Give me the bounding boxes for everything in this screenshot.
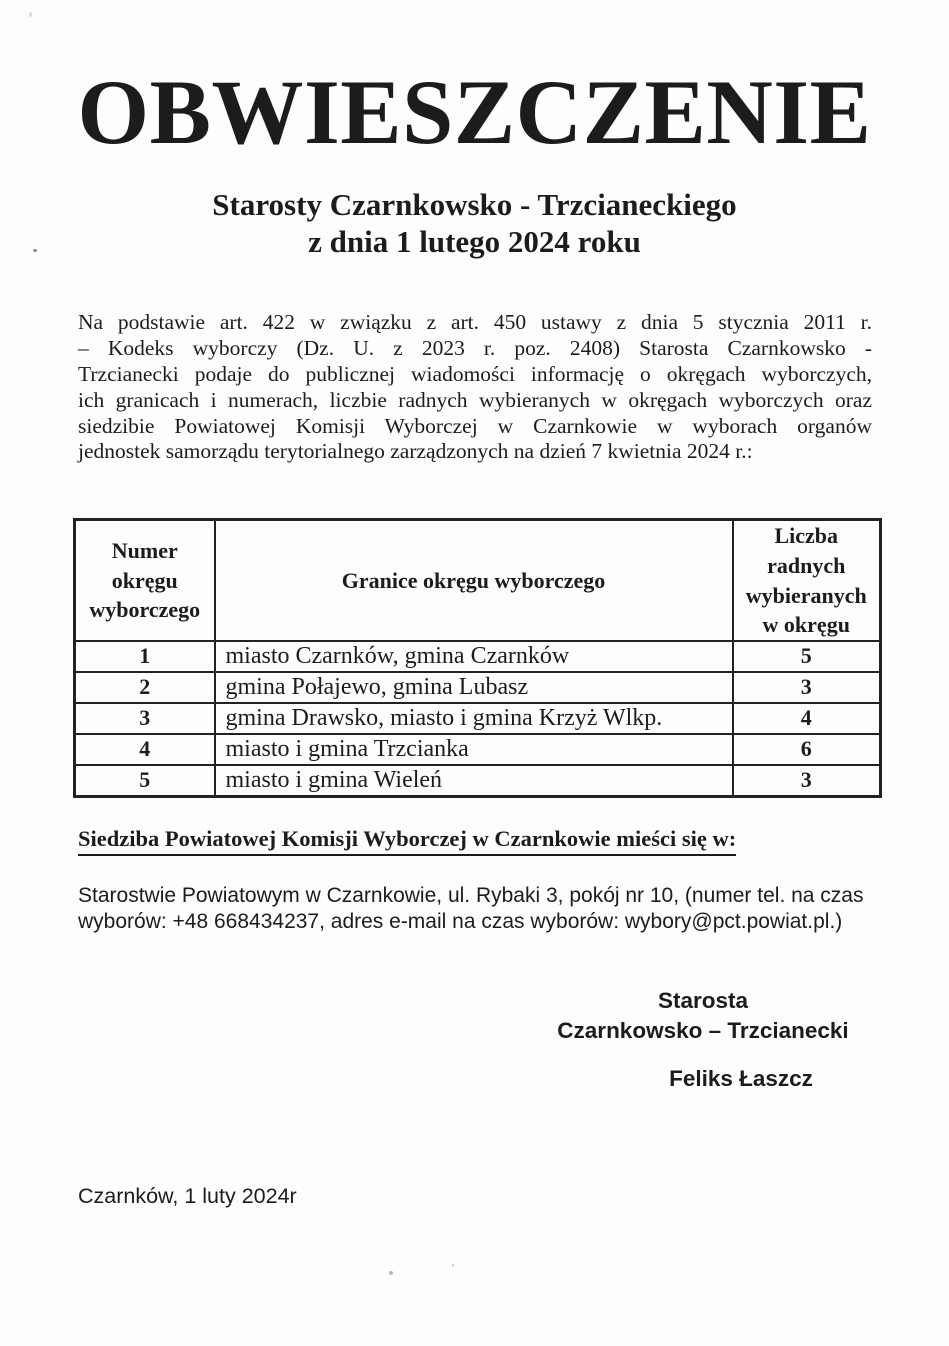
scan-speck — [29, 12, 32, 17]
page-subtitle — [0, 186, 949, 260]
district-boundaries-cell: miasto i gmina Trzcianka — [215, 734, 733, 765]
header-district-boundaries: Granice okręgu wyborczego — [215, 520, 733, 641]
signature-name: Feliks Łaszcz — [669, 1065, 813, 1091]
signature-role-line-2: Czarnkowsko – Trzcianecki — [557, 1017, 849, 1043]
table-row — [75, 641, 881, 672]
seat-details — [78, 883, 879, 936]
councillors-count-cell: 3 — [733, 672, 881, 703]
table-header-row — [75, 520, 881, 641]
seat-details-line: Starostwie Powiatowym w Czarnkowie, ul. Rybaki 3, pokój nr 10, (numer tel. na czas — [78, 883, 864, 907]
table-row — [75, 672, 881, 703]
header-councillors-count: Liczba radnych wybieranych w okręgu — [733, 520, 881, 641]
district-boundaries-cell: miasto Czarnków, gmina Czarnków — [215, 641, 733, 672]
table-row — [75, 703, 881, 734]
district-boundaries-cell: gmina Drawsko, miasto i gmina Krzyż Wlkp. — [215, 703, 733, 734]
councillors-count-cell: 4 — [733, 703, 881, 734]
table-row — [75, 765, 881, 797]
councillors-count-cell: 3 — [733, 765, 881, 797]
intro-line: ich granicach i numerach, liczbie radnych wybieranych w okręgach wyborczych oraz — [78, 387, 872, 412]
intro-line: Trzcianecki podaje do publicznej wiadomości informację o okręgach wyborczych, — [78, 361, 872, 386]
district-boundaries-cell: gmina Połajewo, gmina Lubasz — [215, 672, 733, 703]
subtitle-line-2: z dnia 1 lutego 2024 roku — [308, 224, 641, 260]
seat-heading: Siedziba Powiatowej Komisji Wyborczej w Czarnkowie mieści się w: — [78, 826, 872, 856]
councillors-count-cell: 6 — [733, 734, 881, 765]
scan-speck — [33, 249, 37, 252]
seat-details-line: wyborów: +48 668434237, adres e-mail na czas wyborów: wybory@pct.powiat.pl.) — [78, 910, 843, 934]
intro-line: jednostek samorządu terytorialnego zarządzonych na dzień 7 kwietnia 2024 r.: — [78, 439, 753, 464]
district-boundaries-cell: miasto i gmina Wieleń — [215, 765, 733, 797]
district-number-cell: 4 — [75, 734, 215, 765]
intro-line: siedzibie Powiatowej Komisji Wyborczej w Czarnkowie w wyborach organów — [78, 413, 872, 438]
intro-line: – Kodeks wyborczy (Dz. U. z 2023 r. poz. 2408) Starosta Czarnkowsko - — [78, 336, 872, 361]
header-district-number: Numer okręgu wyborczego — [75, 520, 215, 641]
district-number-cell: 1 — [75, 641, 215, 672]
district-number-cell: 5 — [75, 765, 215, 797]
footer-dateline: Czarnków, 1 luty 2024r — [78, 1183, 297, 1208]
district-number-cell: 3 — [75, 703, 215, 734]
councillors-count-cell: 5 — [733, 641, 881, 672]
table-row — [75, 734, 881, 765]
intro-line: Na podstawie art. 422 w związku z art. 450 ustawy z dnia 5 stycznia 2011 r. — [78, 310, 872, 335]
scan-speck — [452, 1264, 454, 1267]
signature-block — [543, 986, 863, 1094]
intro-paragraph — [78, 310, 872, 465]
signature-role-line-1: Starosta — [657, 987, 749, 1013]
subtitle-line-1: Starosty Czarnkowsko - Trzcianeckiego — [212, 187, 737, 222]
scan-speck — [389, 1271, 393, 1275]
districts-table — [73, 518, 882, 798]
page-title: OBWIESZCZENIE — [77, 61, 872, 163]
district-number-cell: 2 — [75, 672, 215, 703]
